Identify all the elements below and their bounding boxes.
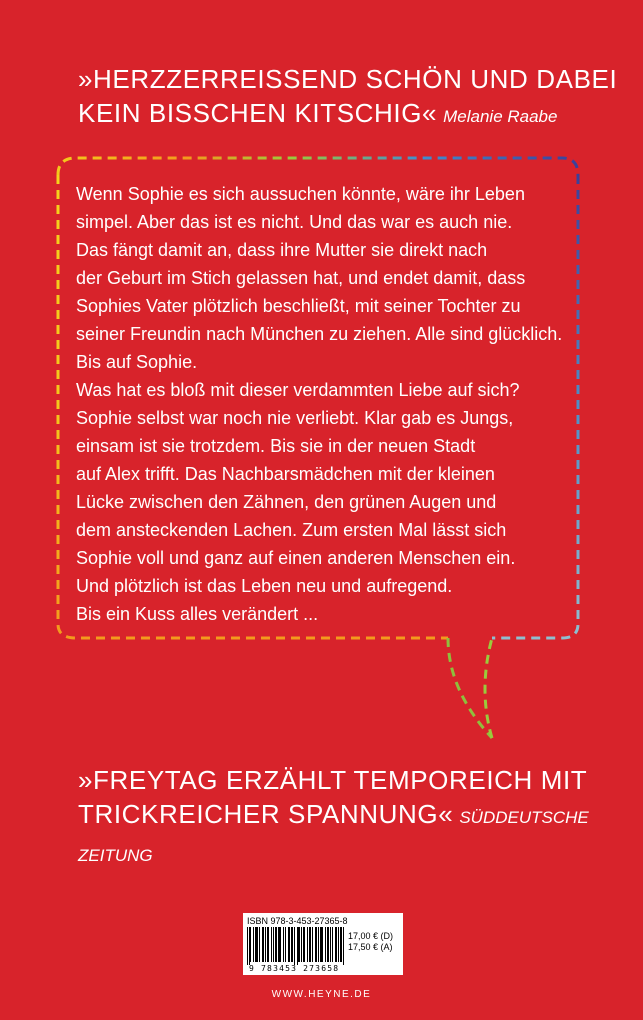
barcode-bar — [257, 927, 258, 962]
barcode-bar — [338, 927, 339, 962]
blurb-line: Das fängt damit an, dass ihre Mutter sie direkt nach — [76, 240, 488, 260]
barcode-label — [243, 913, 403, 975]
price-germany: 17,00 € (D) — [348, 931, 394, 941]
barcode-bar — [247, 927, 248, 965]
isbn-text: ISBN 978-3-453-27365-8 — [247, 916, 348, 926]
quote-sueddeutsche — [78, 763, 643, 873]
barcode-bar — [316, 927, 317, 962]
barcode-bar — [253, 927, 254, 962]
barcode-bar — [263, 927, 264, 962]
barcode-bar — [289, 927, 290, 962]
blurb-line: Sophie voll und ganz auf einen anderen Menschen ein. — [76, 548, 516, 568]
blurb-line: auf Alex trifft. Das Nachbarsmädchen mit der kleinen — [76, 464, 495, 484]
quote-1-source: Melanie Raabe — [443, 107, 558, 126]
blurb-line: Bis auf Sophie. — [76, 352, 198, 372]
barcode-bar — [278, 927, 279, 962]
quote-2-line-1: »FREYTAG ERZÄHLT TEMPOREICH MIT — [78, 765, 588, 795]
barcode-bar — [298, 927, 299, 962]
blurb-line: Was hat es bloß mit dieser verdammten Liebe auf sich? — [76, 380, 520, 400]
barcode-bar — [273, 927, 274, 962]
barcode-bar — [340, 927, 341, 962]
blurb-line: Sophies Vater plötzlich beschließt, mit seiner Tochter zu — [76, 296, 521, 316]
barcode-bar — [249, 927, 250, 965]
quote-2-source: SÜDDEUTSCHE ZEITUNG — [78, 808, 589, 865]
barcode-bar — [294, 927, 295, 965]
barcode-bar — [267, 927, 268, 962]
publisher-website: WWW.HEYNE.DE — [271, 989, 372, 1000]
barcode-bar — [330, 927, 331, 962]
barcode-image — [247, 927, 345, 965]
quote-2-line-2: TRICKREICHER SPANNUNG« — [78, 799, 454, 829]
barcode-bar — [325, 927, 326, 962]
barcode-bar — [322, 927, 323, 962]
barcode-bar — [335, 927, 336, 962]
barcode-bar — [255, 927, 256, 962]
barcode-bar — [315, 927, 316, 962]
blurb-line: simpel. Aber das ist es nicht. Und das war es auch nie. — [76, 212, 513, 232]
blurb-line: Wenn Sophie es sich aussuchen könnte, wäre ihr Leben — [76, 184, 525, 204]
barcode-bar — [318, 927, 319, 962]
blurb-line: der Geburt im Stich gelassen hat, und endet damit, dass — [76, 268, 526, 288]
barcode-bar — [301, 927, 302, 962]
barcode-bar — [321, 927, 322, 962]
blurb-line: Lücke zwischen den Zähnen, den grünen Augen und — [76, 492, 497, 512]
barcode-bar — [268, 927, 269, 962]
barcode-bar — [297, 927, 298, 965]
barcode-bar — [327, 927, 328, 962]
barcode-bar — [309, 927, 310, 962]
barcode-bar — [332, 927, 333, 962]
barcode-bar — [288, 927, 289, 962]
barcode-bar — [265, 927, 266, 962]
barcode-bar — [341, 927, 342, 962]
blurb-line: Und plötzlich ist das Leben neu und aufregend. — [76, 576, 453, 596]
barcode-bar — [259, 927, 260, 962]
barcode-bar — [250, 927, 251, 962]
barcode-bar — [275, 927, 276, 962]
blurb-line: einsam ist sie trotzdem. Bis sie in der neuen Stadt — [76, 436, 476, 456]
blurb-line: Sophie selbst war noch nie verliebt. Klar gab es Jungs, — [76, 408, 514, 428]
barcode-bar — [262, 927, 263, 962]
barcode-bar — [276, 927, 277, 962]
barcode-bar — [304, 927, 305, 962]
barcode-bar — [320, 927, 321, 962]
barcode-bar — [312, 927, 313, 962]
barcode-bar — [343, 927, 344, 965]
barcode-bar — [303, 927, 304, 962]
barcode-bar — [328, 927, 329, 962]
barcode-bar — [291, 927, 292, 962]
barcode-bar — [271, 927, 272, 962]
barcode-bar — [283, 927, 284, 962]
barcode-bar — [307, 927, 308, 962]
quote-1-line-2: KEIN BISSCHEN KITSCHIG« — [78, 98, 438, 128]
barcode-bar — [285, 927, 286, 962]
price-austria: 17,50 € (A) — [348, 942, 393, 952]
barcode-digits: 9 783453 273658 — [249, 964, 340, 973]
barcode-bar — [299, 927, 300, 962]
blurb-line: seiner Freundin nach München zu ziehen. Alle sind glücklich. — [76, 324, 563, 344]
barcode-bar — [336, 927, 337, 962]
blurb-line: Bis ein Kuss alles verändert ... — [76, 604, 319, 624]
barcode-bar — [279, 927, 280, 962]
blurb-text — [76, 180, 576, 628]
barcode-bar — [280, 927, 281, 962]
blurb-line: dem ansteckenden Lachen. Zum ersten Mal lässt sich — [76, 520, 507, 540]
barcode-bar — [256, 927, 257, 962]
quote-1-line-1: »HERZZERREISSEND SCHÖN UND DABEI — [78, 64, 618, 94]
barcode-bar — [292, 927, 293, 962]
barcode-bar — [310, 927, 311, 962]
